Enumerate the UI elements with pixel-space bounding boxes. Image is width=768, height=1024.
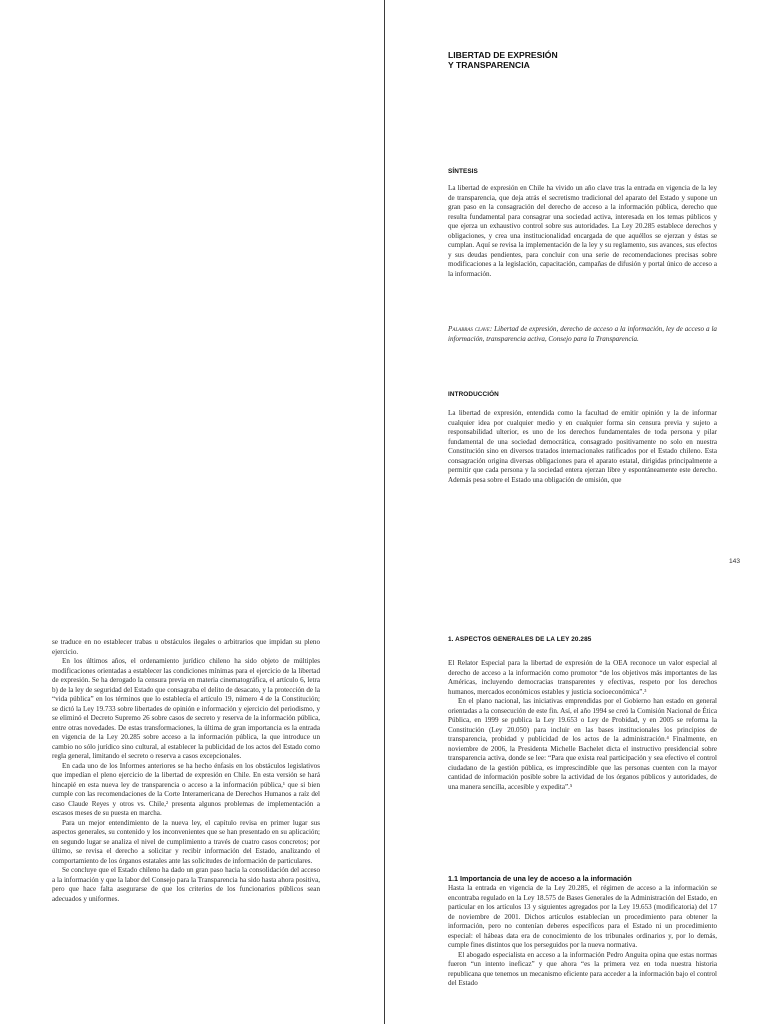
- left-paragraph: En cada uno de los Informes anteriores se ha hecho énfasis en los obstáculos legislativos que impedían el pleno ejercicio de la libertad de expresión en Chile. En esta versión se hará hincapié en esta nueva ley de transparencia o acceso a la información pública,¹ que si bien cumple con las recomendaciones de la Corte Interamericana de Derechos Humanos a raíz del caso Claude Reyes y otros vs. Chile,² presenta algunos problemas de implementación a escasos meses de su puesta en marcha.: [52, 761, 320, 817]
- section-1-paragraph: El Relator Especial para la libertad de expresión de la OEA reconoce un valor especial al derecho de acceso a la información como promotor “de los objetivos más importantes de las Américas, incluyendo democracias transparentes y efectivas, respeto por los derechos humanos, mercados económicos estables y justicia socioeconómica”.³: [448, 659, 717, 696]
- subsection-1-1-heading: 1.1 Importancia de una ley de acceso a la información: [448, 874, 632, 883]
- chapter-title-line-2: Y TRANSPARENCIA: [448, 60, 530, 70]
- sintesis-paragraph: [448, 184, 717, 279]
- sintesis-text: La libertad de expresión en Chile ha vivido un año clave tras la entrada en vigencia de la ley de transparencia, que deja atrás el secretismo tradicional del aparato del Estado y supone un gran paso en la consagración del derecho de acceso a la información pública, derecho que resulta fundamental para consagrar una sociedad activa, interesada en los temas públicos y que ejerza un exhaustivo control sobre sus autoridades. La Ley 20.285 establece derechos y obligaciones, y crea una institucionalidad encargada de que aquéllos se ejerzan y éstas se cumplan. Aquí se revisa la implementación de la ley y su reglamento, sus avances, sus efectos y sus deudas pendientes, para concluir con una serie de recomendaciones precisas sobre modificaciones a la legislación, capacitación, campañas de difusión y portal único de acceso a la información.: [448, 184, 717, 278]
- sintesis-heading: SÍNTESIS: [448, 168, 478, 175]
- left-paragraph: Se concluye que el Estado chileno ha dado un gran paso hacia la consolidación del acceso a la información y que la labor del Consejo para la Transparencia ha sido hasta ahora positiva, pero que hace falta asegurarse de que los criterios de los funcionarios públicos sean adecuados y uniformes.: [52, 866, 320, 903]
- keywords-text: Libertad de expresión, derecho de acceso a la información, ley de acceso a la información, transparencia activa, Consejo para la Transparencia.: [448, 325, 717, 343]
- intro-paragraph: [448, 409, 717, 485]
- page-spine-divider: [384, 0, 385, 1024]
- subsection-paragraph: El abogado especialista en acceso a la información Pedro Anguita opina que estas normas fueron “un intento ineficaz” y que ahora “es la primera vez en toda nuestra historia republicana que tenemos un mecanismo eficiente para acceder a la información bajo el control del Estado: [448, 950, 717, 987]
- chapter-title: [448, 50, 748, 70]
- chapter-title-line-1: LIBERTAD DE EXPRESIÓN: [448, 50, 558, 60]
- subsection-paragraph: Hasta la entrada en vigencia de la Ley 20.285, el régimen de acceso a la información se encontraba regulado en la Ley 18.575 de Bases Generales de la Administración del Estado, en particular en los artículos 13 y siguientes agregados por la Ley 19.653 (modificatoria) del 17 de noviembre de 2001. Dichos artículos establecían un procedimiento para obtener la información, pero no contenían deberes específicos para el Estado ni un procedimiento especial: el hábeas data era de conocimiento de los tribunales ordinarios y, por lo demás, cumple fines distintos que los perseguidos por la nueva normativa.: [448, 884, 717, 949]
- section-1-heading: 1. ASPECTOS GENERALES DE LA LEY 20.285: [448, 636, 592, 643]
- section-1-paragraph: En el plano nacional, las iniciativas emprendidas por el Gobierno han estado en general orientadas a la consecución de este fin. Así, el año 1994 se creó la Comisión Nacional de Ética Pública, en 1999 se publica la Ley 19.653 o Ley de Probidad, y en 2005 se reforma la Constitución (Ley 20.050) para incluir en las bases institucionales los principios de transparencia, probidad y publicidad de los actos de la administración.⁴ Finalmente, en noviembre de 2006, la Presidenta Michelle Bachelet dicta el instructivo presidencial sobre transparencia activa, donde se lee: “Para que exista real participación y sea efectivo el control ciudadano de la gestión pública, es imprescindible que las personas cuenten con la mayor cantidad de información posible sobre la actividad de los órganos públicos y autoridades, de una manera sencilla, accesible y expedita”.⁵: [448, 697, 717, 791]
- left-paragraph: Para un mejor entendimiento de la nueva ley, el capítulo revisa en primer lugar sus aspectos generales, su contenido y los inconvenientes que se han presentado en su aplicación; en segundo lugar se analiza el nivel de cumplimiento a través de cuatro casos concretos; por último, se revisa el derecho a solicitar y recibir información del Estado, analizando el comportamiento de los órganos estatales ante las solicitudes de información de particulares.: [52, 818, 320, 865]
- page-number: 143: [729, 558, 741, 565]
- left-paragraph: se traduce en no establecer trabas u obstáculos ilegales o arbitrarios que impidan su pleno ejercicio.: [52, 638, 320, 656]
- left-column-text: [52, 638, 320, 904]
- subsection-1-1-text: [448, 884, 717, 1024]
- left-paragraph: En los últimos años, el ordenamiento jurídico chileno ha sido objeto de múltiples modificaciones orientadas a establecer las condiciones mínimas para el ejercicio de la libertad de expresión. Se ha derogado la censura previa en materia cinematográfica, el artículo 6, letra b) de la ley de seguridad del Estado que consagraba el delito de desacato, y la protección de la “vida pública” en los términos que lo establecía el artículo 19, número 4 de la Constitución; se dictó la Ley 19.733 sobre libertades de opinión e información y ejercicio del periodismo, y se eliminó el Decreto Supremo 26 sobre casos de secreto y reserva de la información pública, entre otras novedades. De estas transformaciones, la última de gran importancia es la entrada en vigencia de la Ley 20.285 sobre acceso a la información pública, la que introduce un cambio no sólo jurídico sino cultural, al establecer la publicidad de los actos del Estado como regla general, limitando el secreto o reserva a casos excepcionales.: [52, 657, 320, 760]
- intro-text: La libertad de expresión, entendida como la facultad de emitir opinión y la de informar cualquier idea por cualquier medio y en cualquier forma sin censura previa y sujeto a responsabilidad ulterior, es uno de los derechos fundamentales de toda persona y pilar fundamental de una sociedad democrática, consagrado positivamente no solo en nuestra Constitución sino en diversos tratados internacionales ratificados por el Estado chileno. Esta consagración origina diversas obligaciones para el aparato estatal, dirigidas principalmente a permitir que cada persona y la sociedad entera ejerzan libre y espontáneamente este derecho. Además pesa sobre el Estado una obligación de omisión, que: [448, 409, 717, 484]
- intro-heading: INTRODUCCIÓN: [448, 391, 499, 398]
- section-1-text: [448, 659, 717, 792]
- keywords-label: Palabras clave:: [448, 325, 493, 333]
- keywords-paragraph: [448, 325, 717, 344]
